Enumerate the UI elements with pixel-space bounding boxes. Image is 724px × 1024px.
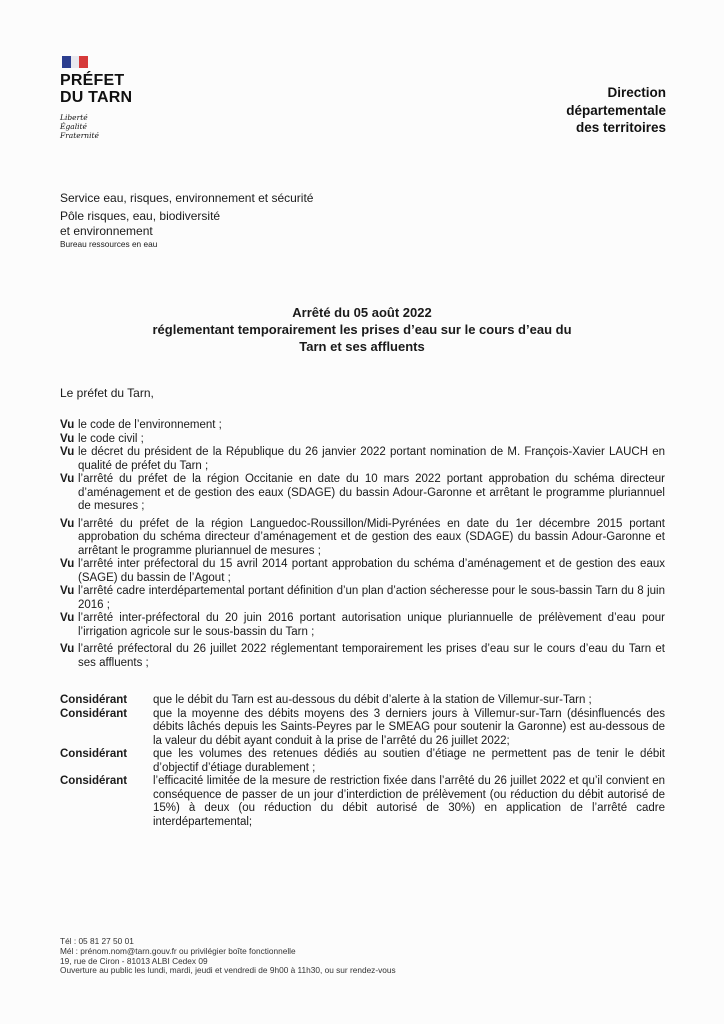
visa-text: l’arrêté inter préfectoral du 15 avril 2014 portant approbation du schéma d’aménagement et de gestion des eaux (SAGE) du bassin de l’Agout ; [78,558,665,584]
visa-keyword: Vu [60,432,75,445]
title-line-1: Arrêté du 05 août 2022 [292,305,432,320]
visa-keyword: Vu [60,517,75,530]
visa-text: l’arrêté du préfet de la région Languedoc-Roussillon/Midi-Pyrénées en date du 1er décembre 2015 portant approbation du schéma directeur d’aménagement et de gestion des eaux (SDAGE) du bassin Adour-Garonne et arrêtant le programme pluriannuel de mesures ; [78,517,665,557]
direction-name [466,84,666,137]
visa-text: l’arrêté préfectoral du 26 juillet 2022 réglementant temporairement les prises d’eau sur le cours d’eau du Tarn et ses affluents ; [78,643,665,669]
considerant-list [60,694,665,829]
visa-item [60,643,665,670]
visa-item [60,518,665,559]
visa-text: l’arrêté cadre interdépartemental portant définition d’un plan d’action sécheresse pour le sous-bassin Tarn du 8 juin 2016 ; [78,585,665,611]
footer-hours: Ouverture au public les lundi, mardi, jeudi et vendredi de 9h00 à 11h30, ou sur rendez-vous [60,965,396,976]
considerant-text: l’efficacité limitée de la mesure de restriction fixée dans l’arrêté du 26 juillet 2022 et qu’il convient en conséquence de passer de un jour d’interdiction de prélèvement (ou réduction du débit autorisé de 15%) à deux (ou réduction du débit autorisé de 30%) en application de l’arrêté cadre interdépartemental; [153,775,665,828]
visa-text: le décret du président de la République du 26 janvier 2022 portant nomination de M. François-Xavier LAUCH en qualité de préfet du Tarn ; [78,446,665,472]
service-block [60,191,440,250]
visa-list [60,419,665,670]
pole-line-2: et environnement [60,224,153,238]
footer-email: Mél : prénom.nom@tarn.gouv.fr ou privilégier boîte fonctionnelle [60,945,296,956]
visa-item [60,585,665,612]
direction-text: Direction départementale des territoires [566,85,666,135]
visa-keyword: Vu [60,643,75,655]
considerant-keyword: Considérant [60,707,128,720]
title-line-2: réglementant temporairement les prises d’eau sur le cours d’eau du [152,322,572,337]
visa-text: le code de l’environnement ; [78,419,222,431]
considerant-text: que la moyenne des débits moyens des 3 derniers jours à Villemur-sur-Tarn (désinfluencés des débits lâchés depuis les Saints-Peyres par le SMEAG pour soutenir la Garonne) est au-dessous de la valeur du débit ayant conduit à la prise de l’arrêté du 26 juillet 2022; [153,707,665,747]
republic-motto: Liberté Égalité Fraternité [60,113,99,140]
considerant-item [60,775,665,829]
considerant-keyword: Considérant [60,775,128,787]
footer-phone: Tél : 05 81 27 50 01 [60,936,134,946]
service-line: Service eau, risques, environnement et sécurité [60,191,314,205]
visa-item [60,473,665,514]
considerant-item [60,694,665,708]
visa-keyword: Vu [60,558,75,570]
considerant-item [60,748,665,775]
visa-item [60,419,665,433]
visa-item [60,612,665,639]
visa-item [60,446,665,473]
contact-footer [60,937,396,976]
marianne-flag-icon [62,56,88,68]
considerant-text: que les volumes des retenues dédiés au soutien d’étiage ne permettent pas de tenir le débit d’objectif d’étiage durablement ; [153,748,665,774]
prefet-title: PRÉFET DU TARN [60,72,133,106]
visa-item [60,558,665,585]
visa-text: l’arrêté du préfet de la région Occitanie en date du 10 mars 2022 portant approbation du schéma directeur d’aménagement et de gestion des eaux (SDAGE) du bassin Adour-Garonne et arrêtant le programme pluriannuel de mesures ; [78,473,665,512]
intro-line: Le préfet du Tarn, [60,386,154,400]
visa-keyword: Vu [60,473,75,485]
considerant-keyword: Considérant [60,748,128,760]
considerant-item [60,708,665,749]
considerant-keyword: Considérant [60,694,128,706]
decree-title [0,304,724,355]
visa-item [60,433,665,447]
visa-text: l’arrêté inter-préfectoral du 20 juin 2016 portant autorisation unique pluriannuelle de prélèvement d’eau pour l’irrigation agricole sur le sous-bassin du Tarn ; [78,612,665,638]
title-line-3: Tarn et ses affluents [299,339,425,354]
visa-keyword: Vu [60,585,75,597]
footer-address: 19, rue de Ciron - 81013 ALBI Cedex 09 [60,955,208,966]
visa-keyword: Vu [60,419,75,431]
visa-text: le code civil ; [78,432,144,445]
considerant-text: que le débit du Tarn est au-dessous du débit d’alerte à la station de Villemur-sur-Tarn ; [153,694,592,706]
visa-keyword: Vu [60,446,75,458]
bureau-line: Bureau ressources en eau [60,239,158,249]
visa-keyword: Vu [60,612,75,624]
pole-line-1: Pôle risques, eau, biodiversité [60,209,221,223]
